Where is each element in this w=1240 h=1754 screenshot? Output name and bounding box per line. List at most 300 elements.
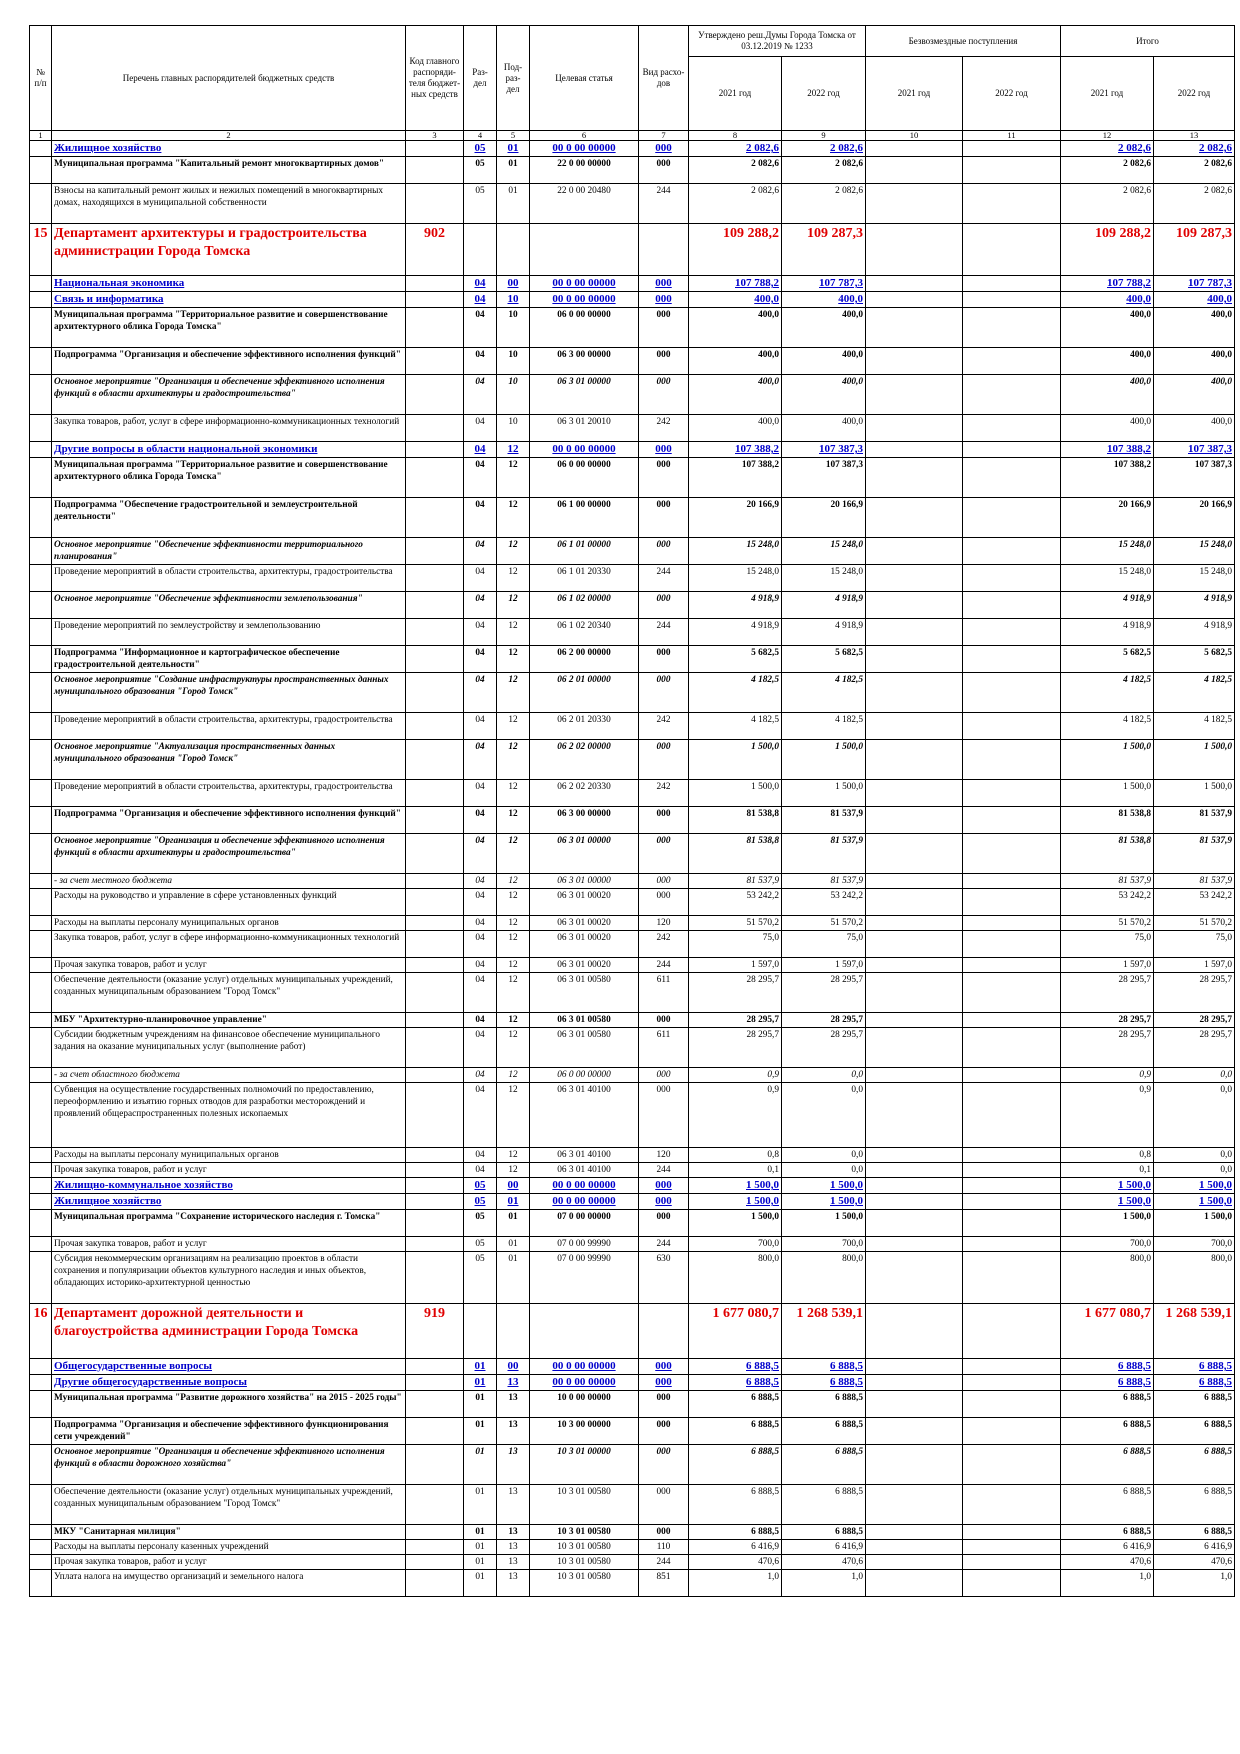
row-total-2022-cell: 75,0	[1154, 931, 1235, 958]
table-row	[30, 958, 1235, 973]
row-name-cell: Жилищно-коммунальное хозяйство	[52, 1178, 406, 1194]
row-approved-2022-cell: 5 682,5	[782, 646, 866, 673]
row-name-cell: Департамент дорожной деятельности и благоустройства администрации Города Томска	[52, 1304, 406, 1359]
row-code-cell	[406, 1375, 464, 1391]
row-total-2021-cell: 1 500,0	[1061, 780, 1154, 807]
row-number-cell	[30, 646, 52, 673]
row-podrazdel-cell: 12	[497, 458, 530, 498]
row-total-2021-cell: 28 295,7	[1061, 1028, 1154, 1068]
row-approved-2021-cell: 400,0	[689, 375, 782, 415]
row-grants-2021-cell	[866, 1445, 963, 1485]
row-approved-2021-cell: 0,9	[689, 1083, 782, 1148]
row-approved-2021-cell: 700,0	[689, 1237, 782, 1252]
row-article-cell: 22 0 00 20480	[530, 184, 639, 224]
row-razdel-cell: 04	[464, 538, 497, 565]
row-podrazdel-cell: 12	[497, 565, 530, 592]
row-grants-2022-cell	[963, 308, 1061, 348]
row-approved-2022-cell: 1 268 539,1	[782, 1304, 866, 1359]
row-grants-2022-cell	[963, 1570, 1061, 1597]
row-number-cell	[30, 1375, 52, 1391]
row-name-cell: Обеспечение деятельности (оказание услуг) отдельных муниципальных учреждений, созданных муниципальным образованием "Город Томск"	[52, 1485, 406, 1525]
row-total-2021-cell: 0,9	[1061, 1083, 1154, 1148]
row-approved-2021-cell: 81 538,8	[689, 807, 782, 834]
row-number-cell	[30, 673, 52, 713]
row-razdel-cell: 01	[464, 1418, 497, 1445]
row-article-cell: 07 0 00 00000	[530, 1210, 639, 1237]
table-row	[30, 1083, 1235, 1148]
row-total-2021-cell: 81 538,8	[1061, 807, 1154, 834]
row-grants-2022-cell	[963, 740, 1061, 780]
row-podrazdel-cell: 13	[497, 1540, 530, 1555]
row-name-cell: Жилищное хозяйство	[52, 141, 406, 157]
row-total-2021-cell: 20 166,9	[1061, 498, 1154, 538]
row-grants-2021-cell	[866, 673, 963, 713]
table-row	[30, 1525, 1235, 1540]
row-number-cell	[30, 713, 52, 740]
row-podrazdel-cell: 12	[497, 780, 530, 807]
row-total-2022-cell: 6 888,5	[1154, 1375, 1235, 1391]
row-razdel-cell: 04	[464, 292, 497, 308]
row-approved-2022-cell: 15 248,0	[782, 538, 866, 565]
row-number-cell	[30, 1252, 52, 1304]
row-article-cell: 00 0 00 00000	[530, 1194, 639, 1210]
row-total-2021-cell: 400,0	[1061, 348, 1154, 375]
row-approved-2022-cell: 1 500,0	[782, 780, 866, 807]
row-razdel-cell: 04	[464, 348, 497, 375]
row-article-cell: 22 0 00 00000	[530, 157, 639, 184]
row-grants-2022-cell	[963, 592, 1061, 619]
row-total-2022-cell: 4 918,9	[1154, 592, 1235, 619]
row-podrazdel-cell: 12	[497, 538, 530, 565]
row-vid-cell: 000	[639, 874, 689, 889]
row-article-cell: 06 3 01 40100	[530, 1083, 639, 1148]
row-total-2021-cell: 0,9	[1061, 1068, 1154, 1083]
row-approved-2022-cell: 1 500,0	[782, 1194, 866, 1210]
row-number-cell	[30, 889, 52, 916]
row-grants-2022-cell	[963, 538, 1061, 565]
row-name-cell: Основное мероприятие "Обеспечение эффективности землепользования"	[52, 592, 406, 619]
table-row	[30, 1418, 1235, 1445]
row-number-cell	[30, 538, 52, 565]
row-grants-2021-cell	[866, 1028, 963, 1068]
row-approved-2021-cell: 400,0	[689, 348, 782, 375]
row-number-cell	[30, 931, 52, 958]
row-total-2022-cell: 400,0	[1154, 375, 1235, 415]
row-name-cell: Жилищное хозяйство	[52, 1194, 406, 1210]
row-number-cell	[30, 1163, 52, 1178]
row-grants-2021-cell	[866, 619, 963, 646]
row-grants-2022-cell	[963, 1163, 1061, 1178]
row-podrazdel-cell: 12	[497, 931, 530, 958]
row-grants-2021-cell	[866, 1013, 963, 1028]
row-grants-2022-cell	[963, 1525, 1061, 1540]
row-grants-2022-cell	[963, 874, 1061, 889]
row-podrazdel-cell: 12	[497, 498, 530, 538]
row-razdel-cell: 04	[464, 415, 497, 442]
row-name-cell: Взносы на капитальный ремонт жилых и нежилых помещений в многоквартирных домах, находящихся в муниципальной собственности	[52, 184, 406, 224]
row-total-2022-cell: 1,0	[1154, 1570, 1235, 1597]
row-razdel-cell: 01	[464, 1391, 497, 1418]
row-code-cell	[406, 646, 464, 673]
row-vid-cell: 000	[639, 348, 689, 375]
header-code: Код главного распоряди-теля бюджет-ных средств	[406, 26, 464, 131]
row-approved-2021-cell: 1 500,0	[689, 1194, 782, 1210]
table-row	[30, 834, 1235, 874]
row-code-cell	[406, 292, 464, 308]
row-article-cell	[530, 224, 639, 276]
row-podrazdel-cell: 01	[497, 157, 530, 184]
row-number-cell	[30, 1194, 52, 1210]
header-approved: Утверждено реш.Думы Города Томска от 03.12.2019 № 1233	[689, 26, 866, 57]
row-grants-2022-cell	[963, 1540, 1061, 1555]
row-grants-2021-cell	[866, 1375, 963, 1391]
row-code-cell: 902	[406, 224, 464, 276]
table-row	[30, 673, 1235, 713]
row-article-cell: 06 3 01 00020	[530, 916, 639, 931]
row-grants-2021-cell	[866, 592, 963, 619]
row-grants-2021-cell	[866, 874, 963, 889]
row-approved-2022-cell: 0,0	[782, 1083, 866, 1148]
row-code-cell	[406, 565, 464, 592]
row-vid-cell: 000	[639, 1068, 689, 1083]
row-grants-2021-cell	[866, 498, 963, 538]
row-code-cell	[406, 807, 464, 834]
row-approved-2021-cell: 6 888,5	[689, 1359, 782, 1375]
row-total-2021-cell: 4 182,5	[1061, 673, 1154, 713]
row-approved-2021-cell: 1 677 080,7	[689, 1304, 782, 1359]
table-row	[30, 442, 1235, 458]
row-name-cell: Муниципальная программа "Капитальный ремонт многоквартирных домов"	[52, 157, 406, 184]
row-article-cell: 06 3 00 00000	[530, 807, 639, 834]
row-code-cell	[406, 1540, 464, 1555]
row-vid-cell: 000	[639, 889, 689, 916]
row-vid-cell: 000	[639, 292, 689, 308]
row-name-cell: Расходы на выплаты персоналу казенных учреждений	[52, 1540, 406, 1555]
row-approved-2022-cell: 2 082,6	[782, 184, 866, 224]
row-approved-2021-cell: 81 538,8	[689, 834, 782, 874]
row-article-cell: 00 0 00 00000	[530, 141, 639, 157]
row-number-cell	[30, 807, 52, 834]
row-total-2022-cell: 1 500,0	[1154, 1194, 1235, 1210]
row-name-cell: Связь и информатика	[52, 292, 406, 308]
row-approved-2022-cell: 81 537,9	[782, 874, 866, 889]
row-number-cell	[30, 780, 52, 807]
row-code-cell	[406, 619, 464, 646]
row-total-2021-cell: 1,0	[1061, 1570, 1154, 1597]
row-vid-cell: 000	[639, 1194, 689, 1210]
row-article-cell: 10 3 01 00000	[530, 1445, 639, 1485]
row-vid-cell: 244	[639, 565, 689, 592]
row-code-cell	[406, 592, 464, 619]
row-article-cell: 06 3 01 00000	[530, 874, 639, 889]
row-approved-2021-cell: 1 597,0	[689, 958, 782, 973]
row-grants-2022-cell	[963, 442, 1061, 458]
row-number-cell: 16	[30, 1304, 52, 1359]
table-row	[30, 780, 1235, 807]
row-razdel-cell: 04	[464, 713, 497, 740]
row-article-cell: 06 3 01 00020	[530, 889, 639, 916]
row-razdel-cell	[464, 1304, 497, 1359]
row-name-cell: Субвенция на осуществление государственных полномочий по предоставлению, переоформлению и изъятию горных отводов для разработки месторождений и проявлений общераспространенных полезных ископаемых	[52, 1083, 406, 1148]
table-row	[30, 458, 1235, 498]
row-grants-2022-cell	[963, 646, 1061, 673]
row-article-cell: 06 3 01 00020	[530, 931, 639, 958]
row-razdel-cell: 04	[464, 458, 497, 498]
row-vid-cell	[639, 224, 689, 276]
row-approved-2021-cell: 6 888,5	[689, 1418, 782, 1445]
row-grants-2021-cell	[866, 458, 963, 498]
row-razdel-cell: 04	[464, 1083, 497, 1148]
row-code-cell	[406, 1570, 464, 1597]
row-podrazdel-cell: 12	[497, 807, 530, 834]
row-code-cell	[406, 713, 464, 740]
row-code-cell	[406, 1485, 464, 1525]
row-vid-cell: 110	[639, 1540, 689, 1555]
row-approved-2022-cell: 1 500,0	[782, 1210, 866, 1237]
row-total-2021-cell: 400,0	[1061, 415, 1154, 442]
row-total-2021-cell: 6 888,5	[1061, 1485, 1154, 1525]
row-vid-cell	[639, 1304, 689, 1359]
row-total-2022-cell: 81 537,9	[1154, 834, 1235, 874]
row-total-2022-cell: 2 082,6	[1154, 157, 1235, 184]
row-podrazdel-cell: 01	[497, 141, 530, 157]
row-grants-2021-cell	[866, 415, 963, 442]
row-vid-cell: 000	[639, 1178, 689, 1194]
row-podrazdel-cell: 10	[497, 292, 530, 308]
row-code-cell	[406, 740, 464, 780]
row-total-2022-cell: 81 537,9	[1154, 807, 1235, 834]
row-total-2021-cell: 6 888,5	[1061, 1391, 1154, 1418]
row-code-cell	[406, 1028, 464, 1068]
row-number-cell	[30, 958, 52, 973]
table-row	[30, 141, 1235, 157]
row-grants-2022-cell	[963, 157, 1061, 184]
row-grants-2022-cell	[963, 1359, 1061, 1375]
row-total-2021-cell: 6 888,5	[1061, 1525, 1154, 1540]
row-grants-2022-cell	[963, 1148, 1061, 1163]
row-number-cell	[30, 1028, 52, 1068]
row-grants-2022-cell	[963, 1445, 1061, 1485]
row-name-cell: Проведение мероприятий по землеустройству и землепользованию	[52, 619, 406, 646]
row-total-2022-cell: 0,0	[1154, 1163, 1235, 1178]
row-name-cell: МБУ "Архитектурно-планировочное управление"	[52, 1013, 406, 1028]
row-grants-2021-cell	[866, 1178, 963, 1194]
row-total-2021-cell: 6 888,5	[1061, 1418, 1154, 1445]
row-approved-2022-cell: 6 888,5	[782, 1445, 866, 1485]
row-razdel-cell: 05	[464, 184, 497, 224]
row-total-2022-cell: 800,0	[1154, 1252, 1235, 1304]
row-approved-2021-cell: 15 248,0	[689, 565, 782, 592]
row-razdel-cell: 04	[464, 889, 497, 916]
row-approved-2021-cell: 6 888,5	[689, 1391, 782, 1418]
row-grants-2021-cell	[866, 646, 963, 673]
row-vid-cell: 000	[639, 1083, 689, 1148]
row-grants-2021-cell	[866, 1083, 963, 1148]
table-row	[30, 1237, 1235, 1252]
row-article-cell: 07 0 00 99990	[530, 1237, 639, 1252]
row-article-cell: 00 0 00 00000	[530, 1178, 639, 1194]
department-row	[30, 1304, 1235, 1359]
row-name-cell: Подпрограмма "Обеспечение градостроительной и землеустроительной деятельности"	[52, 498, 406, 538]
row-name-cell: Обеспечение деятельности (оказание услуг) отдельных муниципальных учреждений, созданных муниципальным образованием "Город Томск"	[52, 973, 406, 1013]
header-num: № п/п	[30, 26, 52, 131]
row-name-cell: Расходы на выплаты персоналу муниципальных органов	[52, 916, 406, 931]
row-grants-2021-cell	[866, 713, 963, 740]
row-number-cell	[30, 1391, 52, 1418]
row-grants-2021-cell	[866, 224, 963, 276]
row-total-2022-cell: 5 682,5	[1154, 646, 1235, 673]
row-approved-2022-cell: 0,0	[782, 1163, 866, 1178]
row-podrazdel-cell: 12	[497, 646, 530, 673]
row-approved-2021-cell: 6 888,5	[689, 1375, 782, 1391]
row-approved-2022-cell: 6 888,5	[782, 1418, 866, 1445]
row-approved-2022-cell: 81 537,9	[782, 834, 866, 874]
row-total-2021-cell: 6 888,5	[1061, 1359, 1154, 1375]
row-podrazdel-cell: 12	[497, 916, 530, 931]
table-row	[30, 1252, 1235, 1304]
row-approved-2022-cell: 2 082,6	[782, 141, 866, 157]
row-vid-cell: 000	[639, 1485, 689, 1525]
row-grants-2021-cell	[866, 958, 963, 973]
row-vid-cell: 244	[639, 1163, 689, 1178]
row-name-cell: Основное мероприятие "Организация и обеспечение эффективного исполнения функций в области архитектуры и градостроительства"	[52, 834, 406, 874]
row-grants-2022-cell	[963, 1391, 1061, 1418]
column-number: 9	[782, 131, 866, 141]
row-number-cell	[30, 348, 52, 375]
row-approved-2021-cell: 1 500,0	[689, 740, 782, 780]
row-approved-2022-cell: 28 295,7	[782, 1013, 866, 1028]
row-vid-cell: 611	[639, 1028, 689, 1068]
row-approved-2021-cell: 6 888,5	[689, 1445, 782, 1485]
row-grants-2022-cell	[963, 1375, 1061, 1391]
header-grants: Безвозмездные поступления	[866, 26, 1061, 57]
row-vid-cell: 000	[639, 1445, 689, 1485]
row-grants-2022-cell	[963, 375, 1061, 415]
row-number-cell	[30, 1148, 52, 1163]
row-number-cell	[30, 157, 52, 184]
row-grants-2021-cell	[866, 931, 963, 958]
row-approved-2021-cell: 1,0	[689, 1570, 782, 1597]
header-year-2021: 2021 год	[866, 57, 963, 131]
budget-table	[29, 25, 1235, 1597]
row-podrazdel-cell: 12	[497, 1083, 530, 1148]
row-total-2021-cell: 6 888,5	[1061, 1445, 1154, 1485]
table-row	[30, 1163, 1235, 1178]
row-razdel-cell: 04	[464, 874, 497, 889]
row-grants-2022-cell	[963, 834, 1061, 874]
row-article-cell: 06 0 00 00000	[530, 308, 639, 348]
table-row	[30, 1068, 1235, 1083]
row-number-cell	[30, 1418, 52, 1445]
row-grants-2021-cell	[866, 740, 963, 780]
row-razdel-cell: 04	[464, 442, 497, 458]
row-approved-2021-cell: 15 248,0	[689, 538, 782, 565]
row-article-cell: 06 3 01 00000	[530, 834, 639, 874]
row-razdel-cell: 04	[464, 1163, 497, 1178]
row-vid-cell: 244	[639, 1237, 689, 1252]
row-number-cell	[30, 276, 52, 292]
table-row	[30, 889, 1235, 916]
row-name-cell: Муниципальная программа "Сохранение исторического наследия г. Томска"	[52, 1210, 406, 1237]
row-approved-2022-cell: 800,0	[782, 1252, 866, 1304]
row-approved-2022-cell: 107 387,3	[782, 458, 866, 498]
row-total-2021-cell: 1 500,0	[1061, 740, 1154, 780]
row-approved-2021-cell: 6 888,5	[689, 1525, 782, 1540]
row-razdel-cell: 05	[464, 1210, 497, 1237]
row-number-cell	[30, 1083, 52, 1148]
row-podrazdel-cell: 12	[497, 958, 530, 973]
row-approved-2022-cell: 28 295,7	[782, 973, 866, 1013]
row-grants-2022-cell	[963, 931, 1061, 958]
row-grants-2022-cell	[963, 565, 1061, 592]
row-number-cell: 15	[30, 224, 52, 276]
row-total-2021-cell: 800,0	[1061, 1252, 1154, 1304]
row-approved-2022-cell: 28 295,7	[782, 1028, 866, 1068]
row-article-cell: 06 2 01 00000	[530, 673, 639, 713]
row-code-cell	[406, 538, 464, 565]
row-code-cell	[406, 1013, 464, 1028]
row-grants-2022-cell	[963, 458, 1061, 498]
row-code-cell	[406, 458, 464, 498]
row-total-2021-cell: 75,0	[1061, 931, 1154, 958]
table-row	[30, 916, 1235, 931]
row-article-cell: 10 3 01 00580	[530, 1570, 639, 1597]
row-podrazdel-cell: 12	[497, 1148, 530, 1163]
row-podrazdel-cell: 12	[497, 619, 530, 646]
row-total-2022-cell: 81 537,9	[1154, 874, 1235, 889]
row-code-cell	[406, 1445, 464, 1485]
row-total-2021-cell: 4 918,9	[1061, 619, 1154, 646]
row-total-2022-cell: 6 888,5	[1154, 1525, 1235, 1540]
row-approved-2021-cell: 800,0	[689, 1252, 782, 1304]
table-row	[30, 292, 1235, 308]
row-total-2022-cell: 4 918,9	[1154, 619, 1235, 646]
column-number: 4	[464, 131, 497, 141]
row-total-2022-cell: 15 248,0	[1154, 565, 1235, 592]
table-body	[30, 141, 1235, 1597]
row-total-2022-cell: 6 888,5	[1154, 1418, 1235, 1445]
row-grants-2022-cell	[963, 1068, 1061, 1083]
row-code-cell	[406, 308, 464, 348]
row-vid-cell: 000	[639, 1391, 689, 1418]
header-total: Итого	[1061, 26, 1235, 57]
row-razdel-cell: 04	[464, 740, 497, 780]
row-podrazdel-cell: 12	[497, 1013, 530, 1028]
row-article-cell: 06 2 00 00000	[530, 646, 639, 673]
header-year-2022: 2022 год	[1154, 57, 1235, 131]
row-total-2021-cell: 109 288,2	[1061, 224, 1154, 276]
row-total-2021-cell: 28 295,7	[1061, 973, 1154, 1013]
row-number-cell	[30, 565, 52, 592]
row-vid-cell: 000	[639, 538, 689, 565]
row-approved-2021-cell: 2 082,6	[689, 184, 782, 224]
row-podrazdel-cell: 12	[497, 973, 530, 1013]
row-razdel-cell: 04	[464, 916, 497, 931]
row-total-2022-cell: 53 242,2	[1154, 889, 1235, 916]
column-number: 2	[52, 131, 406, 141]
row-approved-2021-cell: 470,6	[689, 1555, 782, 1570]
header-year-2021: 2021 год	[1061, 57, 1154, 131]
row-razdel-cell: 04	[464, 780, 497, 807]
row-grants-2021-cell	[866, 348, 963, 375]
row-podrazdel-cell: 12	[497, 889, 530, 916]
header-name: Перечень главных распорядителей бюджетных средств	[52, 26, 406, 131]
row-number-cell	[30, 1237, 52, 1252]
row-total-2022-cell: 107 387,3	[1154, 442, 1235, 458]
row-total-2022-cell: 400,0	[1154, 292, 1235, 308]
table-row	[30, 348, 1235, 375]
row-code-cell	[406, 931, 464, 958]
